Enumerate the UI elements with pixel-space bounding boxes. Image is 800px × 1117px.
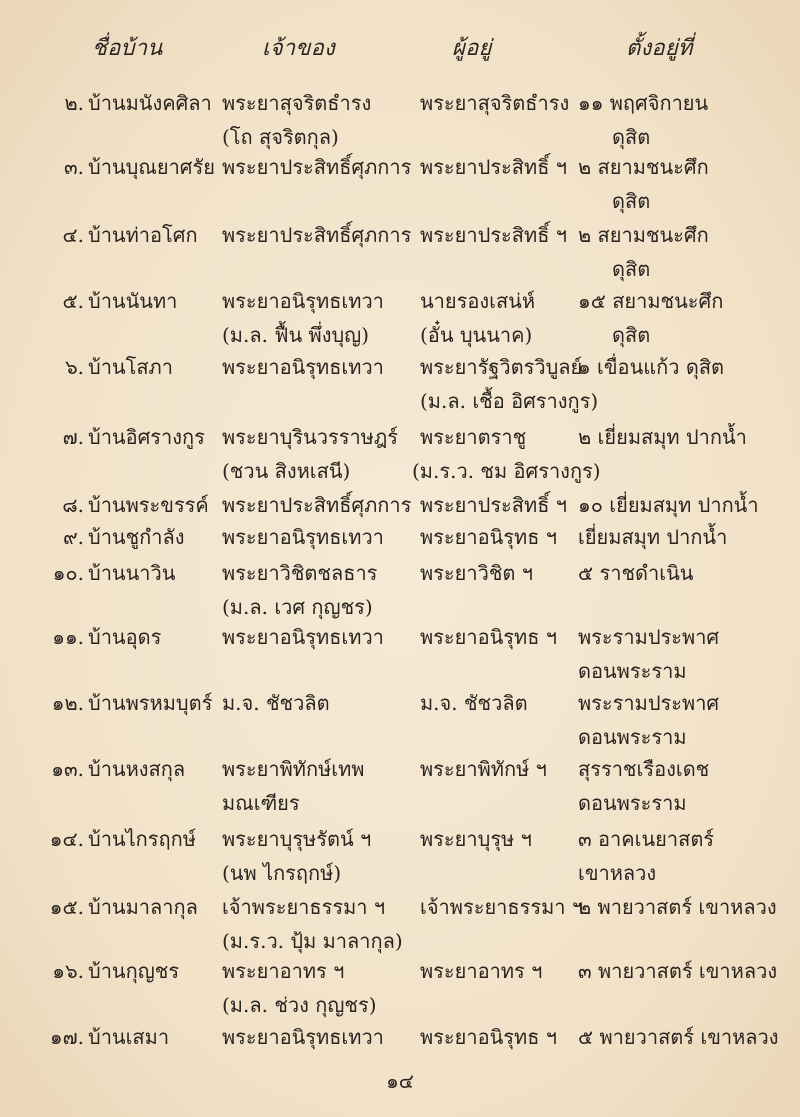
resident-name: พระยาอาทร ฯ <box>420 959 543 983</box>
resident-name: พระยาพิทักษ์ ฯ <box>420 757 547 781</box>
location: ๑๕ สยามชนะศึก <box>578 289 724 313</box>
row-number: ๒. <box>64 91 84 115</box>
resident-name: พระยาสุจริตธำรง <box>420 91 570 115</box>
location-line2: ดุสิต <box>612 257 651 281</box>
house-name: บ้านกุญชร <box>88 959 180 983</box>
owner-name-line2: (ชวน สิงหเสนี) <box>222 459 351 483</box>
location: ๑๐ เยี่ยมสมุท ปากน้ำ <box>578 493 759 517</box>
resident-name: พระยาประสิทธิ์ ฯ <box>420 493 567 517</box>
row-number: ๑๕. <box>49 895 84 919</box>
location: ๓ อาคเนยาสตร์ <box>578 827 715 851</box>
owner-name: เจ้าพระยาธรรมา ฯ <box>222 895 386 919</box>
house-name: บ้านชูกำลัง <box>88 525 185 549</box>
location: ๒ เยี่ยมสมุท ปากน้ำ <box>578 425 747 449</box>
location: ๑ เขื่อนแก้ว ดุสิต <box>578 355 725 379</box>
row-number: ๓. <box>63 155 84 179</box>
location: ๒ สยามชนะศึก <box>578 223 709 247</box>
house-name: บ้านท่าอโศก <box>88 223 198 247</box>
house-name: บ้านเสมา <box>88 1025 170 1049</box>
row-number: ๑๒. <box>51 691 84 715</box>
resident-name: ม.จ. ชัชวลิต <box>420 691 528 715</box>
owner-name: พระยาอนิรุทธเทวา <box>222 1025 384 1049</box>
house-name: บ้านอุดร <box>88 625 162 649</box>
location-line2: ดอนพระราม <box>578 791 687 815</box>
house-name: บ้านอิศรางกูร <box>88 425 205 449</box>
row-number: ๗. <box>62 425 84 449</box>
owner-name-line2: (โถ สุจริตกุล) <box>222 125 339 149</box>
resident-name-line2: (ม.ร.ว. ชม อิศรางกูร) <box>412 459 601 483</box>
row-number: ๑๐. <box>52 561 84 585</box>
row-number: ๔. <box>62 223 84 247</box>
owner-name: พระยาวิชิตชลธาร <box>222 561 378 585</box>
row-number: ๑๑. <box>52 625 84 649</box>
house-name: บ้านพรหมบุตร์ <box>88 691 213 715</box>
owner-name-line2: (ม.ล. ช่วง กุญชร) <box>222 993 377 1017</box>
location: ๑๑ พฤศจิกายน <box>578 91 709 115</box>
location: ๒ สยามชนะศึก <box>578 155 709 179</box>
resident-name: พระยาบุรุษ ฯ <box>420 827 532 851</box>
resident-name: นายรองเสน่ห์ <box>420 289 536 313</box>
location: ๕ พายวาสตร์ เขาหลวง <box>578 1025 779 1049</box>
location-line2: ดอนพระราม <box>578 659 687 683</box>
owner-name: พระยาอนิรุทธเทวา <box>222 355 384 379</box>
owner-name: พระยาบุรินวรราษฎร์ <box>222 425 399 449</box>
resident-name: เจ้าพระยาธรรมา ฯ <box>420 895 584 919</box>
resident-name: พระยาประสิทธิ์ ฯ <box>420 155 567 179</box>
row-number: ๑๓. <box>51 757 84 781</box>
location-line2: เขาหลวง <box>578 861 657 885</box>
resident-name: พระยาอนิรุทธ ฯ <box>420 625 558 649</box>
house-name: บ้านมนังคศิลา <box>88 91 212 115</box>
owner-name-line2: (ม.ร.ว. ปุ้ม มาลากุล) <box>222 929 403 953</box>
owner-name: พระยาประสิทธิ์ศุภการ <box>222 223 412 247</box>
owner-name: พระยาอนิรุทธเทวา <box>222 289 384 313</box>
location: พระรามประพาศ <box>578 691 720 715</box>
header-house-name: ชื่อบ้าน <box>92 36 163 61</box>
house-name: บ้านนันทา <box>88 289 178 313</box>
owner-name: พระยาอนิรุทธเทวา <box>222 625 384 649</box>
location-line2: ดุสิต <box>612 323 651 347</box>
row-number: ๙. <box>62 525 84 549</box>
owner-name-line2: (ม.ล. ฟื้น พึ่งบุญ) <box>222 323 369 347</box>
owner-name: พระยาอนิรุทธเทวา <box>222 525 384 549</box>
row-number: ๑๖. <box>52 959 84 983</box>
owner-name-line2: (ม.ล. เวศ กุญชร) <box>222 595 373 619</box>
house-name: บ้านนาวิน <box>88 561 176 585</box>
owner-name: พระยาอาทร ฯ <box>222 959 345 983</box>
owner-name: พระยาสุจริตธำรง <box>222 91 372 115</box>
resident-name: พระยารัฐวิตรวิบูลย์ <box>420 355 583 379</box>
location: พระรามประพาศ <box>578 625 720 649</box>
owner-name: พระยาพิทักษ์เทพ <box>222 757 365 781</box>
owner-name-line2: มณเฑียร <box>222 791 300 815</box>
row-number: ๑๔. <box>49 827 84 851</box>
location-line2: ดุสิต <box>612 189 651 213</box>
resident-name: พระยาประสิทธิ์ ฯ <box>420 223 567 247</box>
house-name: บ้านไกรฤกษ์ <box>88 827 196 851</box>
owner-name: พระยาประสิทธิ์ศุภการ <box>222 155 412 179</box>
row-number: ๖. <box>64 355 84 379</box>
header-location: ตั้งอยู่ที่ <box>626 36 693 61</box>
location: ๕ ราชดำเนิน <box>578 561 694 585</box>
house-name: บ้านโสภา <box>88 355 173 379</box>
location: เยี่ยมสมุท ปากน้ำ <box>578 525 728 549</box>
location: ๒ พายวาสตร์ เขาหลวง <box>578 895 777 919</box>
header-resident: ผู้อยู่ <box>452 36 492 61</box>
location-line2: ดุสิต <box>612 125 651 149</box>
owner-name-line2: (นพ ไกรฤกษ์) <box>222 861 342 885</box>
resident-name: พระยาอนิรุทธ ฯ <box>420 1025 558 1049</box>
owner-name: ม.จ. ชัชวลิต <box>222 691 330 715</box>
owner-name: พระยาประสิทธิ์ศุภการ <box>222 493 412 517</box>
header-owner: เจ้าของ <box>262 36 335 61</box>
owner-name: พระยาบุรุษรัตน์ ฯ <box>222 827 372 851</box>
page-number: ๑๔ <box>386 1069 414 1093</box>
house-name: บ้านบุณยาศรัย <box>88 155 215 179</box>
house-name: บ้านพระขรรค์ <box>88 493 209 517</box>
row-number: ๑๗. <box>49 1025 84 1049</box>
resident-name-line2: (ม.ล. เชื้อ อิศรางกูร) <box>420 389 599 413</box>
resident-name-line2: (อั๋น บุนนาค) <box>420 323 533 347</box>
row-number: ๘. <box>62 493 84 517</box>
location: สุรราชเรืองเดช <box>578 757 710 781</box>
resident-name: พระยาตราชู <box>420 425 527 449</box>
location-line2: ดอนพระราม <box>578 725 687 749</box>
house-name: บ้านหงสกุล <box>88 757 186 781</box>
resident-name: พระยาอนิรุทธ ฯ <box>420 525 558 549</box>
location: ๓ พายวาสตร์ เขาหลวง <box>578 959 778 983</box>
row-number: ๕. <box>62 289 84 313</box>
resident-name: พระยาวิชิต ฯ <box>420 561 533 585</box>
house-name: บ้านมาลากุล <box>88 895 198 919</box>
